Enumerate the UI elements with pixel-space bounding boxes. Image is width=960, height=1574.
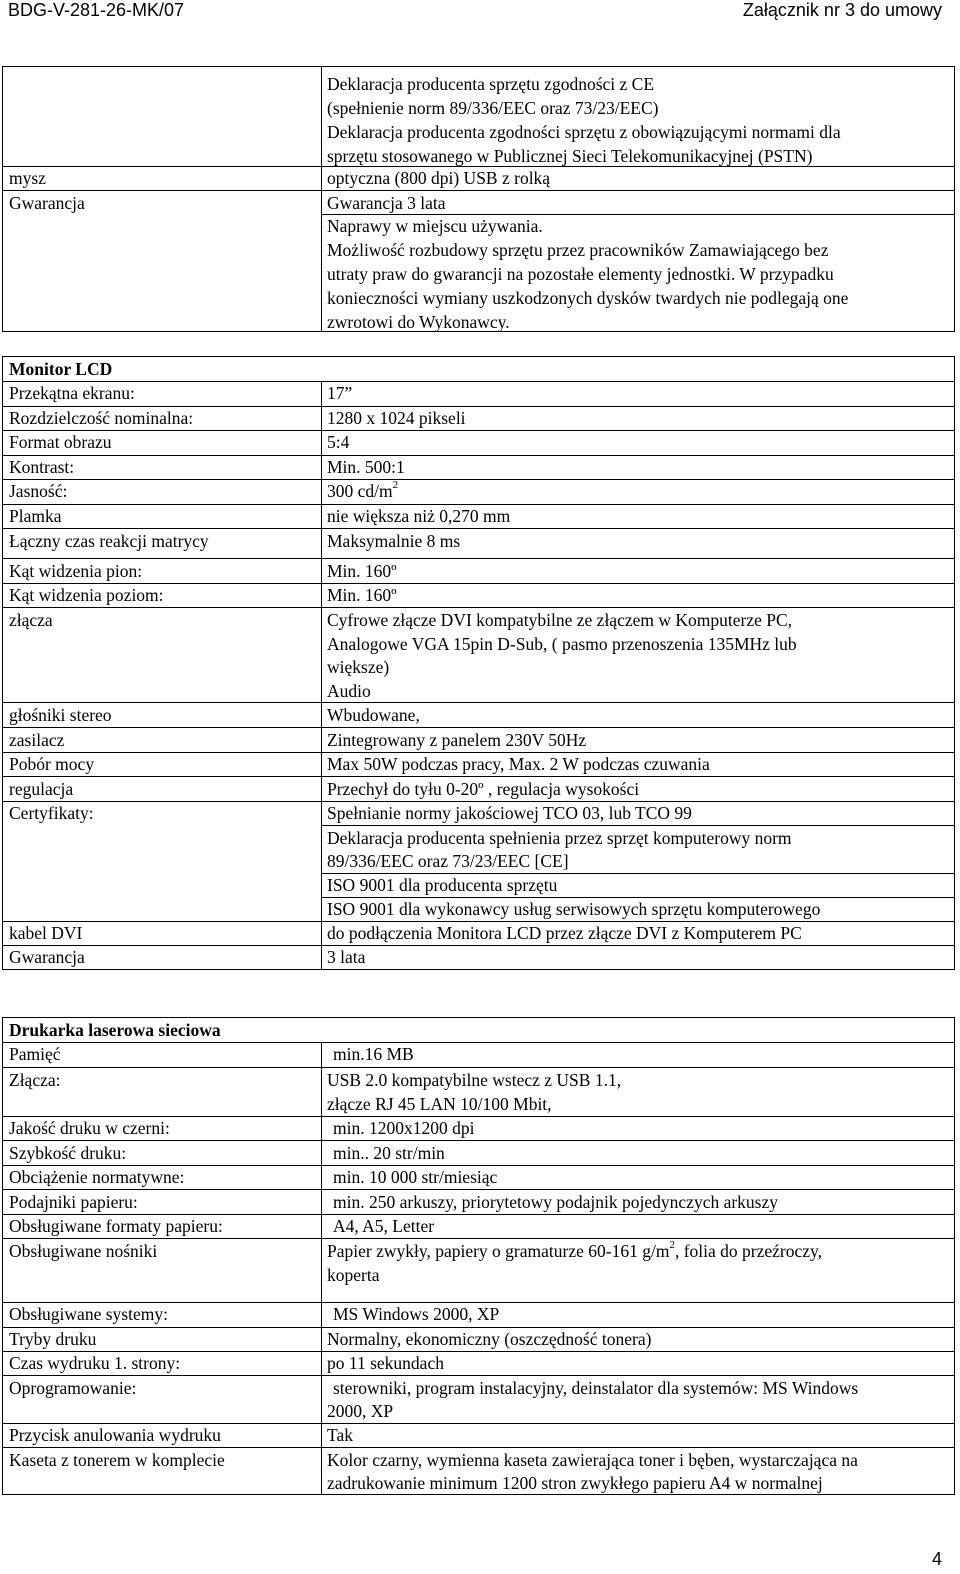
media-label: Obsługiwane nośniki (9, 1241, 158, 1261)
superscript: 2 (669, 1239, 675, 1252)
row-divider (3, 1140, 954, 1141)
warranty-line: Możliwość rozbudowy sprzętu przez pracowników Zamawiającego bez (327, 240, 829, 260)
superscript: 2 (392, 479, 399, 492)
spec-label: Tryby druku (9, 1329, 97, 1349)
warranty-line: Gwarancja 3 lata (327, 193, 446, 213)
page-header (0, 0, 960, 28)
spec-value: nie większa niż 0,270 mm (327, 506, 511, 526)
row-divider (3, 381, 954, 382)
row-divider (3, 479, 954, 480)
media-value: koperta (327, 1265, 380, 1285)
spec-value: min. 1200x1200 dpi (333, 1118, 475, 1138)
row-divider (3, 455, 954, 456)
connectors-line: większe) (327, 657, 390, 677)
spec-value: Wbudowane, (327, 705, 420, 725)
column-divider (321, 1042, 322, 1494)
spec-value: 17” (327, 383, 353, 403)
monitor-section-title: Monitor LCD (9, 359, 113, 379)
certificate-line: ISO 9001 dla producenta sprzętu (327, 875, 558, 895)
pc-spec-table-continuation (2, 66, 955, 332)
row-divider (3, 1042, 954, 1043)
spec-label: Obciążenie normatywne: (9, 1167, 185, 1187)
column-divider (321, 67, 322, 331)
connectors-line: Analogowe VGA 15pin D-Sub, ( pasmo przenoszenia 135MHz lub (327, 634, 797, 654)
page-number: 4 (931, 1549, 942, 1569)
toner-line: zadrukowanie minimum 1200 stron zwykłego papieru A4 w normalnej (327, 1473, 823, 1493)
connectors-line: Cyfrowe złącze DVI kompatybilne ze złączem w Komputerze PC, (327, 610, 793, 630)
spec-label: Podajniki papieru: (9, 1192, 138, 1212)
spec-value: min.. 20 str/min (333, 1143, 445, 1163)
row-divider (3, 558, 954, 559)
spec-label: regulacja (9, 779, 74, 799)
connectors-label: złącza (9, 610, 53, 630)
warranty-line: Naprawy w miejscu używania. (327, 216, 543, 236)
certificate-line: Deklaracja producenta spełnienia przez sprzęt komputerowy norm (327, 828, 792, 848)
spec-label: Przekątna ekranu: (9, 383, 135, 403)
row-divider (3, 430, 954, 431)
toner-label: Kaseta z tonerem w komplecie (9, 1450, 225, 1470)
row-divider (3, 945, 954, 946)
mouse-label: mysz (9, 168, 46, 188)
spec-value: 300 $cd/m^2$ (327, 479, 399, 501)
certificates-label: Certyfikaty: (9, 803, 94, 823)
spec-label: Złącza: (9, 1070, 61, 1090)
spec-value: Min. 160º (327, 585, 397, 605)
pstn-declaration-line: Deklaracja producenta zgodności sprzętu z obowiązującymi normami dla (327, 122, 841, 142)
spec-label: Czas wydruku 1. strony: (9, 1353, 181, 1373)
software-line: sterowniki, program instalacyjny, deinstalator dla systemów: MS Windows (333, 1378, 859, 1398)
media-value: Papier zwykły, papiery o gramaturze 60-161 $g/m^2$, folia do przeźroczy, (327, 1239, 823, 1261)
column-divider (321, 381, 322, 969)
spec-value: złącze RJ 45 LAN 10/100 Mbit, (327, 1094, 552, 1114)
software-line: 2000, XP (327, 1401, 394, 1421)
spec-label: Pamięć (9, 1044, 61, 1064)
pstn-declaration-line: sprzętu stosowanego w Publicznej Sieci Telekomunikacyjnej (PSTN) (327, 146, 813, 166)
ce-declaration-line: Deklaracja producenta sprzętu zgodności z CE (327, 74, 655, 94)
toner-line: Kolor czarny, wymienna kaseta zawierająca toner i bęben, wystarczająca na (327, 1450, 858, 1470)
printer-spec-table (2, 1017, 955, 1495)
spec-value: Przechył do tyłu 0-20º , regulacja wysokości (327, 779, 640, 799)
monitor-spec-table (2, 356, 955, 970)
spec-value: USB 2.0 kompatybilne wstecz z USB 1.1, (327, 1070, 622, 1090)
printer-section-title: Drukarka laserowa sieciowa (9, 1020, 221, 1040)
spec-value: do podłączenia Monitora LCD przez złącze DVI z Komputerem PC (327, 923, 802, 943)
spec-label: Obsługiwane formaty papieru: (9, 1216, 223, 1236)
ce-declaration-line: (spełnienie norm 89/336/EEC oraz 73/23/EEC) (327, 98, 659, 118)
spec-value: Min. 500:1 (327, 457, 405, 477)
spec-label: Kąt widzenia pion: (9, 561, 143, 581)
spec-value: min. 10 000 str/miesiąc (333, 1167, 498, 1187)
spec-label: Kontrast: (9, 457, 75, 477)
certificate-line: 89/336/EEC oraz 73/23/EEC [CE] (327, 851, 569, 871)
spec-label: Szybkość druku: (9, 1143, 127, 1163)
spec-value: min. 250 arkuszy, priorytetowy podajnik pojedynczych arkuszy (333, 1192, 779, 1212)
spec-label: głośniki stereo (9, 705, 112, 725)
spec-label: Pobór mocy (9, 754, 95, 774)
spec-label: Rozdzielczość nominalna: (9, 408, 194, 428)
spec-label: Obsługiwane systemy: (9, 1304, 168, 1324)
spec-value: Min. 160º (327, 561, 397, 581)
warranty-line: konieczności wymiany uszkodzonych dysków twardych nie podlegają one (327, 288, 849, 308)
spec-value: min.16 MB (333, 1044, 414, 1064)
spec-label: Jakość druku w czerni: (9, 1118, 170, 1138)
attachment-label: Załącznik nr 3 do umowy (742, 0, 942, 20)
spec-value: Zintegrowany z panelem 230V 50Hz (327, 730, 587, 750)
document-reference: BDG-V-281-26-MK/07 (8, 0, 185, 20)
spec-label: Łączny czas reakcji matrycy (9, 531, 209, 551)
spec-value: po 11 sekundach (327, 1353, 444, 1373)
certificate-line: Spełnianie normy jakościowej TCO 03, lub TCO 99 (327, 803, 692, 823)
spec-value: Normalny, ekonomiczny (oszczędność tonera) (327, 1329, 652, 1349)
spec-label: Jasność: (9, 481, 68, 501)
spec-value: Max 50W podczas pracy, Max. 2 W podczas czuwania (327, 754, 710, 774)
warranty-line: utraty praw do gwarancji na pozostałe elementy jednostki. W przypadku (327, 264, 834, 284)
spec-label: Plamka (9, 506, 62, 526)
spec-label: Format obrazu (9, 432, 112, 452)
spec-value: 5:4 (327, 432, 350, 452)
row-divider (3, 702, 954, 703)
spec-value: A4, A5, Letter (333, 1216, 435, 1236)
software-label: Oprogramowanie: (9, 1378, 137, 1398)
cancel-button-label: Przycisk anulowania wydruku (9, 1425, 221, 1445)
spec-value: MS Windows 2000, XP (333, 1304, 500, 1324)
connectors-line: Audio (327, 681, 371, 701)
spec-value: Maksymalnie 8 ms (327, 531, 461, 551)
cancel-button-value: Tak (327, 1425, 353, 1445)
warranty-label: Gwarancja (9, 193, 85, 213)
spec-label: zasilacz (9, 730, 65, 750)
spec-value: 3 lata (327, 947, 366, 967)
spec-value: 1280 x 1024 pikseli (327, 408, 466, 428)
spec-label: Gwarancja (9, 947, 85, 967)
row-divider (3, 190, 954, 191)
warranty-line: zwrotowi do Wykonawcy. (327, 312, 510, 332)
spec-label: kabel DVI (9, 923, 83, 943)
mouse-value: optyczna (800 dpi) USB z rolką (327, 168, 551, 188)
certificate-line: ISO 9001 dla wykonawcy usług serwisowych sprzętu komputerowego (327, 899, 821, 919)
spec-label: Kąt widzenia poziom: (9, 585, 164, 605)
